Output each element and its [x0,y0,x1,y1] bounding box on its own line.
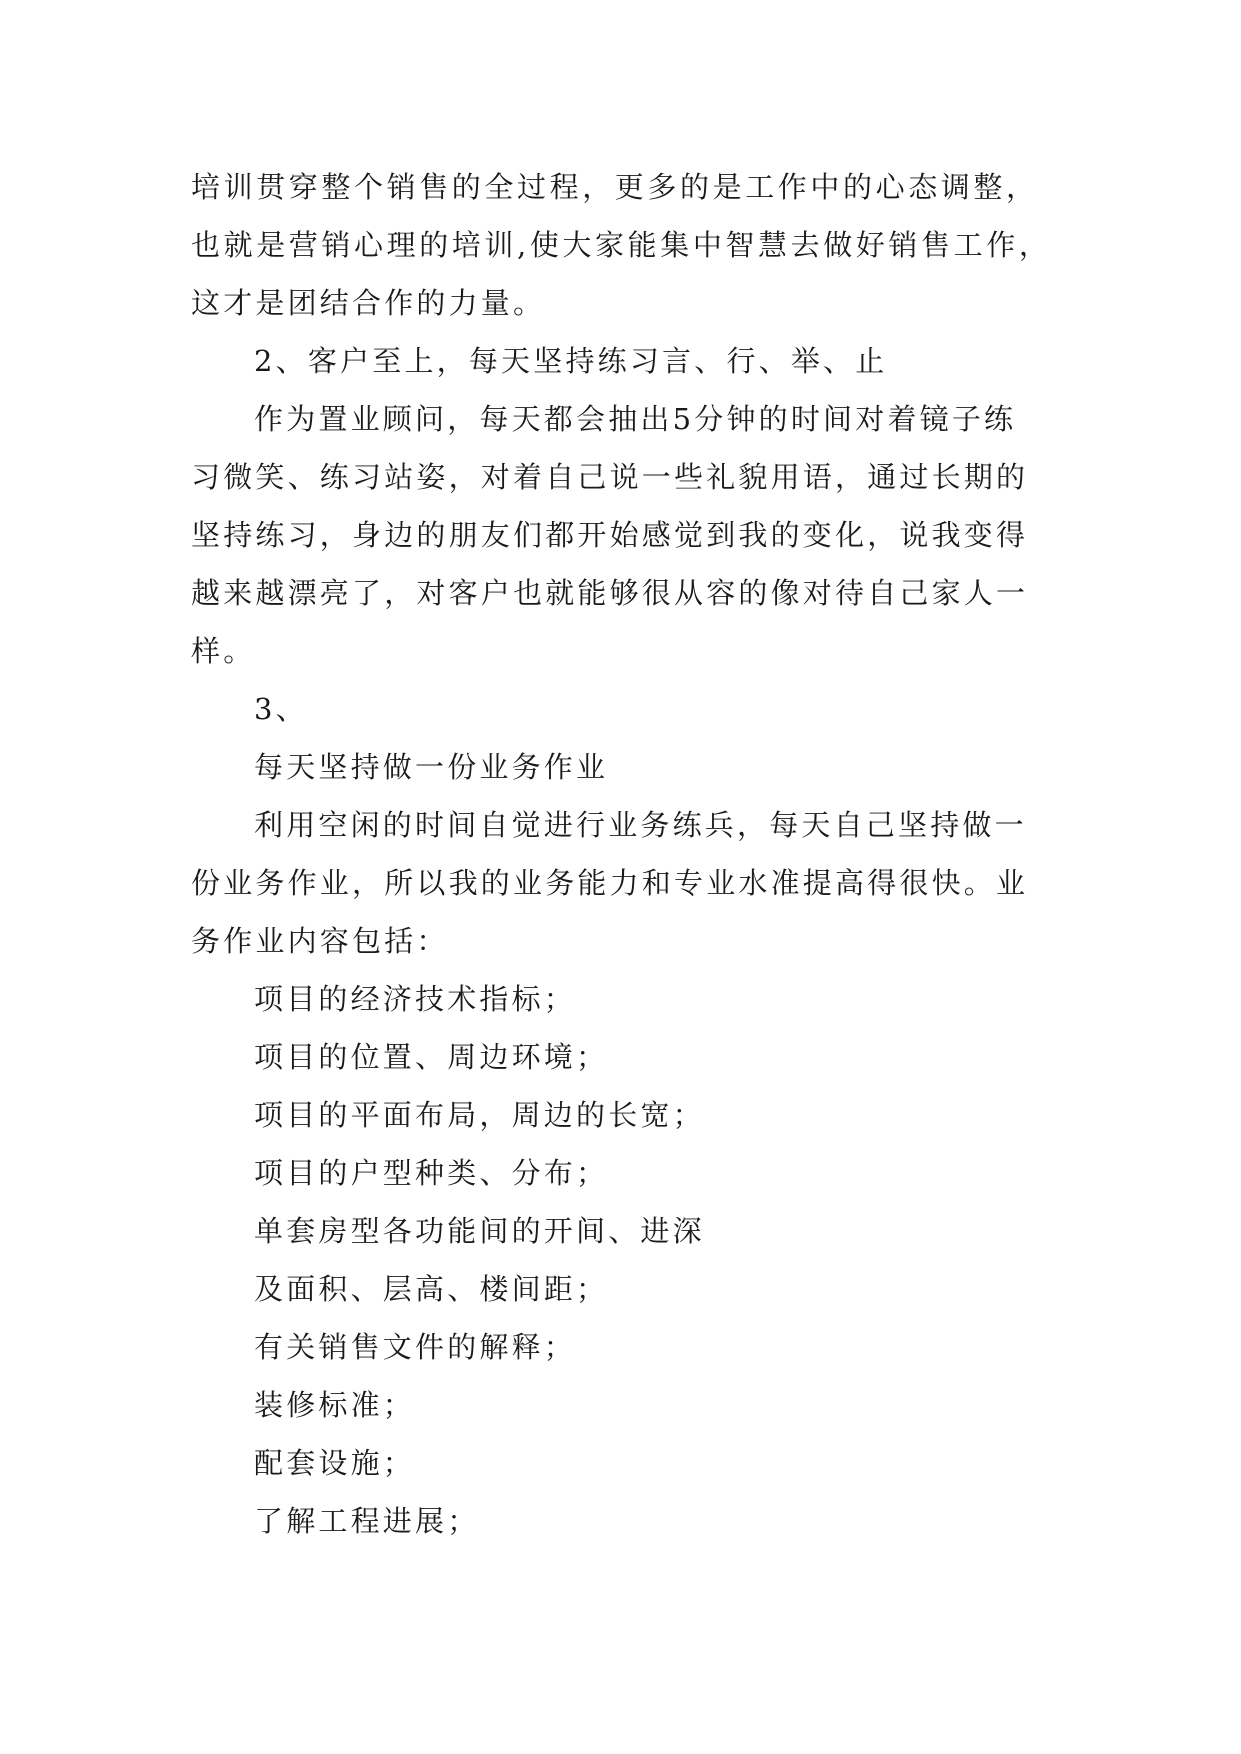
text-line: 越来越漂亮了，对客户也就能够很从容的像对待自己家人一 [191,576,1029,610]
text-line: 坚持练习，身边的朋友们都开始感觉到我的变化，说我变得 [191,518,1029,552]
text-line: 样。 [191,634,256,668]
list-item: 项目的户型种类、分布； [254,1156,609,1190]
list-item: 单套房型各功能间的开间、进深 [254,1214,705,1248]
list-item: 装修标准； [254,1388,416,1422]
list-item: 及面积、层高、楼间距； [254,1272,609,1306]
text-line: 份业务作业，所以我的业务能力和专业水准提高得很快。业 [191,866,1029,900]
list-item: 配套设施； [254,1446,416,1480]
section-number: 3、 [254,692,308,726]
text-line: 利用空闲的时间自觉进行业务练兵，每天自己坚持做一 [254,808,1027,842]
list-item: 项目的平面布局，周边的长宽； [254,1098,705,1132]
text-line: 培训贯穿整个销售的全过程，更多的是工作中的心态调整， [191,170,1039,204]
list-item: 项目的位置、周边环境； [254,1040,609,1074]
text-line: 作为置业顾问，每天都会抽出5分钟的时间对着镜子练 [254,402,1017,436]
text-line: 习微笑、练习站姿，对着自己说一些礼貌用语，通过长期的 [191,460,1029,494]
text-line: 也就是营销心理的培训,使大家能集中智慧去做好销售工作， [191,228,1052,262]
text-line: 这才是团结合作的力量。 [191,286,546,320]
section-heading: 每天坚持做一份业务作业 [254,750,609,784]
list-item: 有关销售文件的解释； [254,1330,577,1364]
section-heading: 2、客户至上，每天坚持练习言、行、举、止 [254,344,888,378]
list-item: 了解工程进展； [254,1504,480,1538]
text-line: 务作业内容包括： [191,924,449,958]
list-item: 项目的经济技术指标； [254,982,577,1016]
